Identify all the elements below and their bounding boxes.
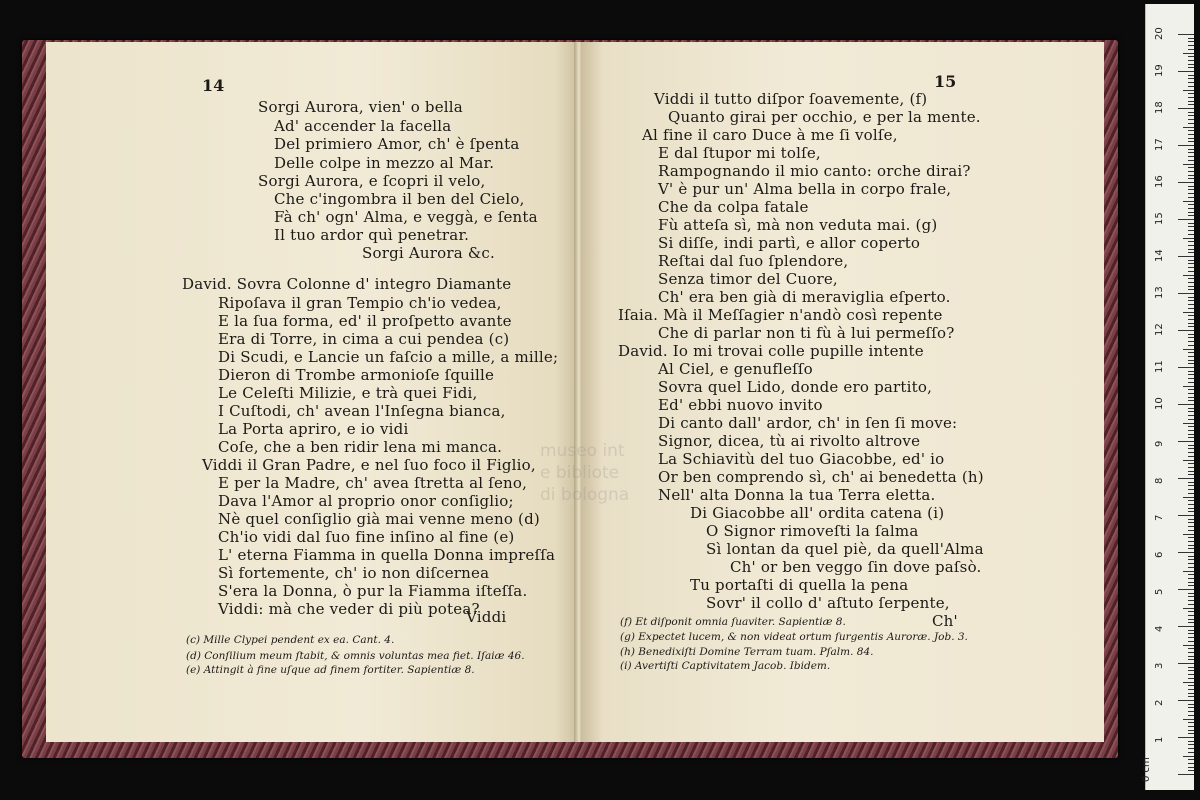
verse-line: David. Sovra Colonne d' integro Diamante	[182, 275, 512, 293]
ruler-tick	[1188, 374, 1194, 375]
ruler-tick	[1188, 670, 1194, 671]
verse-line: Dieron di Trombe armonioſe ſquille	[218, 366, 495, 384]
ruler-number: 15	[1154, 212, 1165, 225]
ruler-tick	[1188, 508, 1194, 509]
ruler-number: 5	[1154, 588, 1165, 595]
ruler-tick	[1178, 663, 1194, 664]
verse-line: Ch'	[932, 612, 958, 630]
ruler-tick	[1183, 756, 1194, 757]
verse-line: Fà ch' ogn' Alma, e veggà, e ſenta	[274, 208, 538, 226]
ruler-tick	[1188, 245, 1194, 246]
ruler-tick	[1188, 197, 1194, 198]
ruler-tick	[1188, 371, 1194, 372]
verse-line: Viddi	[466, 608, 507, 626]
ruler-tick	[1188, 82, 1194, 83]
verse-line: Viddi il Gran Padre, e nel ſuo foco il Figlio,	[202, 456, 536, 474]
ruler-tick	[1183, 534, 1194, 535]
verse-line: Senza timor del Cuore,	[658, 270, 838, 288]
ruler-tick	[1188, 260, 1194, 261]
verse-line: Ch' era ben già di meraviglia eſperto.	[658, 288, 951, 306]
ruler-tick	[1188, 204, 1194, 205]
footnote: (c) Mille Clypei pendent ex ea. Cant. 4.	[186, 634, 395, 646]
verse-line: Ch'io vidi dal ſuo fine inſino al fine (e)	[218, 528, 515, 546]
ruler-number: 13	[1154, 286, 1165, 299]
ruler-tick	[1188, 559, 1194, 560]
verse-line: Iſaia. Mà il Meſſagier n'andò così repente	[618, 306, 943, 324]
ruler-tick	[1188, 448, 1194, 449]
ruler-tick	[1188, 104, 1194, 105]
ruler-tick	[1183, 719, 1194, 720]
ruler-tick	[1188, 356, 1194, 357]
verse-line: Nè quel conſiglio già mai venne meno (d)	[218, 510, 540, 528]
ruler-tick	[1188, 234, 1194, 235]
ruler-tick	[1188, 415, 1194, 416]
ruler-tick	[1188, 300, 1194, 301]
ruler-tick	[1178, 330, 1194, 331]
ruler-tick	[1183, 386, 1194, 387]
ruler-tick	[1178, 552, 1194, 553]
ruler-tick	[1188, 522, 1194, 523]
verse-line: Sovr' il collo d' aſtuto ſerpente,	[706, 594, 950, 612]
ruler-tick	[1188, 582, 1194, 583]
verse-line: Sì lontan da quel piè, da quell'Alma	[706, 540, 984, 558]
ruler-tick	[1188, 511, 1194, 512]
ruler-tick	[1188, 93, 1194, 94]
ruler-tick	[1188, 352, 1194, 353]
ruler-tick	[1188, 389, 1194, 390]
verse-line: E la ſua forma, ed' il proſpetto avante	[218, 312, 512, 330]
ruler-tick	[1188, 541, 1194, 542]
ruler-tick	[1188, 193, 1194, 194]
verse-line: Tu portaſti di quella la pena	[690, 576, 909, 594]
ruler-tick	[1188, 563, 1194, 564]
ruler-tick	[1188, 530, 1194, 531]
ruler-tick	[1188, 715, 1194, 716]
verse-line: Reſtai dal ſuo ſplendore,	[658, 252, 849, 270]
ruler-tick	[1183, 275, 1194, 276]
ruler-tick	[1188, 430, 1194, 431]
ruler-tick	[1188, 648, 1194, 649]
ruler-tick	[1178, 293, 1194, 294]
verse-line: Rampognando il mio canto: orche dirai?	[658, 162, 971, 180]
ruler-tick	[1188, 282, 1194, 283]
verse-line: La Schiavitù del tuo Giacobbe, ed' io	[658, 450, 945, 468]
ruler-tick	[1183, 164, 1194, 165]
ruler-tick	[1188, 434, 1194, 435]
ruler-tick	[1188, 585, 1194, 586]
verse-line: Quanto girai per occhio, e per la mente.	[668, 108, 981, 126]
ruler-tick	[1188, 696, 1194, 697]
verse-line: David. Io mi trovai colle pupille intente	[618, 342, 924, 360]
ruler-tick	[1188, 319, 1194, 320]
verse-line: Al fine il caro Duce à me ſi volſe,	[642, 126, 898, 144]
verse-line: Che da colpa fatale	[658, 198, 809, 216]
ruler-tick	[1188, 304, 1194, 305]
ruler-tick	[1183, 497, 1194, 498]
ruler-tick	[1188, 189, 1194, 190]
ruler-tick	[1188, 604, 1194, 605]
ruler-tick	[1183, 460, 1194, 461]
ruler-tick	[1188, 215, 1194, 216]
verse-line: Sorgi Aurora &c.	[362, 244, 495, 262]
ruler-tick	[1178, 626, 1194, 627]
ruler-number: 6	[1154, 551, 1165, 558]
ruler-tick	[1178, 441, 1194, 442]
ruler-tick	[1188, 167, 1194, 168]
page-number: 14	[202, 76, 225, 95]
ruler-tick	[1188, 252, 1194, 253]
ruler-tick	[1188, 730, 1194, 731]
ruler-tick	[1188, 667, 1194, 668]
ruler-tick	[1188, 337, 1194, 338]
ruler-number: 7	[1154, 514, 1165, 521]
verse-line: Al Ciel, e genufleſſo	[658, 360, 813, 378]
ruler-tick	[1188, 267, 1194, 268]
ruler-tick	[1188, 641, 1194, 642]
footnote: (g) Expectet lucem, & non videat ortum ſurgentis Auroræ. Job. 3.	[620, 631, 968, 643]
ruler-tick	[1188, 119, 1194, 120]
ruler-tick	[1178, 219, 1194, 220]
left-page	[46, 42, 576, 742]
verse-line: Signor, dicea, tù ai rivolto altrove	[658, 432, 921, 450]
watermark-line: di bologna	[540, 485, 630, 505]
ruler-tick	[1188, 504, 1194, 505]
ruler-tick	[1183, 127, 1194, 128]
ruler-tick	[1188, 230, 1194, 231]
ruler-tick	[1188, 64, 1194, 65]
ruler-tick	[1188, 297, 1194, 298]
verse-line: Ad' accender la facella	[274, 117, 452, 135]
ruler-number: 3	[1154, 662, 1165, 669]
ruler-tick	[1188, 600, 1194, 601]
ruler-tick	[1188, 711, 1194, 712]
ruler-tick	[1188, 630, 1194, 631]
watermark-line: e bibliote	[540, 463, 620, 483]
verse-line: Si diſſe, indi partì, e allor coperto	[658, 234, 921, 252]
ruler-tick	[1188, 249, 1194, 250]
ruler-tick	[1188, 763, 1194, 764]
verse-line: O Signor rimoveſti la ſalma	[706, 522, 919, 540]
ruler-tick	[1188, 485, 1194, 486]
verse-line: Ripoſava il gran Tempio ch'io vedea,	[218, 294, 502, 312]
ruler-tick	[1188, 286, 1194, 287]
ruler-tick	[1188, 704, 1194, 705]
verse-line: Era di Torre, in cima a cui pendea (c)	[218, 330, 510, 348]
ruler-tick	[1188, 115, 1194, 116]
ruler-tick	[1188, 526, 1194, 527]
ruler-tick	[1188, 323, 1194, 324]
ruler-tick	[1188, 315, 1194, 316]
ruler-tick	[1188, 341, 1194, 342]
ruler-tick	[1188, 171, 1194, 172]
ruler-tick	[1188, 382, 1194, 383]
ruler-tick	[1178, 478, 1194, 479]
ruler-tick	[1178, 700, 1194, 701]
ruler-tick	[1188, 397, 1194, 398]
ruler-tick	[1188, 138, 1194, 139]
verse-line: Sorgi Aurora, e ſcopri il velo,	[258, 172, 486, 190]
ruler-tick	[1188, 67, 1194, 68]
verse-line: Che di parlar non ti fù à lui permeſſo?	[658, 324, 955, 342]
ruler-number: 11	[1154, 360, 1165, 373]
verse-line: S'era la Donna, ò pur la Fiamma iſteſſa.	[218, 582, 528, 600]
ruler-tick	[1188, 578, 1194, 579]
ruler-number: 10	[1154, 397, 1165, 410]
verse-line: E per la Madre, ch' avea ſtretta al ſeno,	[218, 474, 528, 492]
ruler-tick	[1188, 41, 1194, 42]
ruler-tick	[1188, 519, 1194, 520]
ruler-number: 2	[1154, 699, 1165, 706]
ruler-tick	[1188, 160, 1194, 161]
verse-line: Sorgi Aurora, vien' o bella	[258, 98, 463, 116]
footnote: (f) Et diſponit omnia ſuaviter. Sapientiæ 8.	[620, 616, 846, 628]
measuring-ruler	[1141, 4, 1194, 790]
ruler-tick	[1188, 411, 1194, 412]
ruler-tick	[1188, 134, 1194, 135]
ruler-tick	[1188, 78, 1194, 79]
ruler-tick	[1188, 223, 1194, 224]
ruler-tick	[1188, 363, 1194, 364]
verse-line: I Cuſtodi, ch' avean l'Inſegna bianca,	[218, 402, 506, 420]
ruler-tick	[1188, 770, 1194, 771]
ruler-tick	[1188, 678, 1194, 679]
ruler-tick	[1188, 186, 1194, 187]
ruler-tick	[1188, 467, 1194, 468]
ruler-tick	[1188, 689, 1194, 690]
page-number: 15	[934, 72, 957, 91]
verse-line: Or ben comprendo sì, ch' ai benedetta (h)	[658, 468, 984, 486]
ruler-tick	[1178, 182, 1194, 183]
ruler-number: 20	[1154, 27, 1165, 40]
verse-line: Il tuo ardor quì penetrar.	[274, 226, 470, 244]
ruler-tick	[1188, 408, 1194, 409]
footnote: (d) Conſilium meum ſtabit, & omnis voluntas mea fiet. Iſaiæ 46.	[186, 650, 525, 662]
ruler-tick	[1188, 637, 1194, 638]
ruler-tick	[1183, 90, 1194, 91]
ruler-tick	[1178, 515, 1194, 516]
ruler-tick	[1188, 208, 1194, 209]
ruler-tick	[1183, 238, 1194, 239]
ruler-tick	[1188, 741, 1194, 742]
ruler-tick	[1183, 682, 1194, 683]
ruler-tick	[1183, 423, 1194, 424]
verse-line: La Porta apriro, e io vidi	[218, 420, 409, 438]
ruler-number: 9	[1154, 440, 1165, 447]
ruler-tick	[1178, 589, 1194, 590]
ruler-tick	[1188, 674, 1194, 675]
ruler-tick	[1178, 737, 1194, 738]
ruler-tick	[1188, 123, 1194, 124]
ruler-tick	[1188, 49, 1194, 50]
ruler-tick	[1188, 271, 1194, 272]
verse-line: Nell' alta Donna la tua Terra eletta.	[658, 486, 936, 504]
ruler-tick	[1178, 774, 1194, 775]
ruler-tick	[1188, 86, 1194, 87]
ruler-tick	[1188, 178, 1194, 179]
ruler-tick	[1188, 289, 1194, 290]
ruler-tick	[1188, 471, 1194, 472]
verse-line: Le Celeſti Milizie, e trà quei Fidi,	[218, 384, 478, 402]
ruler-tick	[1188, 360, 1194, 361]
ruler-tick	[1178, 71, 1194, 72]
ruler-tick	[1188, 489, 1194, 490]
ruler-tick	[1188, 500, 1194, 501]
ruler-tick	[1188, 212, 1194, 213]
ruler-tick	[1183, 645, 1194, 646]
ruler-tick	[1188, 611, 1194, 612]
ruler-tick	[1183, 312, 1194, 313]
verse-line: Che c'ingombra il ben del Cielo,	[274, 190, 525, 208]
ruler-tick	[1188, 693, 1194, 694]
ruler-tick	[1188, 141, 1194, 142]
ruler-tick	[1188, 537, 1194, 538]
ruler-tick	[1178, 145, 1194, 146]
verse-line: Di Giacobbe all' ordita catena (i)	[690, 504, 945, 522]
ruler-tick	[1188, 556, 1194, 557]
ruler-tick	[1188, 426, 1194, 427]
ruler-tick	[1178, 404, 1194, 405]
verse-line: Viddi: mà che veder di più potea?	[218, 600, 480, 618]
ruler-tick	[1188, 241, 1194, 242]
ruler-tick	[1188, 767, 1194, 768]
ruler-tick	[1188, 445, 1194, 446]
footnote: (e) Attingit à fine uſque ad finem fortiter. Sapientiæ 8.	[186, 664, 475, 676]
ruler-tick	[1178, 34, 1194, 35]
ruler-tick	[1188, 567, 1194, 568]
ruler-tick	[1183, 349, 1194, 350]
ruler-tick	[1188, 437, 1194, 438]
ruler-tick	[1188, 685, 1194, 686]
verse-line: E dal ſtupor mi tolſe,	[658, 144, 821, 162]
ruler-tick	[1188, 263, 1194, 264]
footnote: (h) Benedixiſti Domine Terram tuam. Pſalm. 84.	[620, 646, 874, 658]
ruler-tick	[1183, 571, 1194, 572]
ruler-tick	[1188, 60, 1194, 61]
verse-line: Sì fortemente, ch' io non diſcernea	[218, 564, 490, 582]
ruler-number: 4	[1154, 625, 1165, 632]
ruler-tick	[1178, 108, 1194, 109]
ruler-number: 8	[1154, 477, 1165, 484]
ruler-tick	[1188, 493, 1194, 494]
ruler-tick	[1188, 175, 1194, 176]
ruler-tick	[1188, 326, 1194, 327]
ruler-number: 16	[1154, 175, 1165, 188]
ruler-unit-label: 0 cm	[1141, 757, 1152, 782]
ruler-tick	[1183, 53, 1194, 54]
ruler-tick	[1188, 38, 1194, 39]
verse-line: V' è pur un' Alma bella in corpo frale,	[658, 180, 952, 198]
ruler-number: 17	[1154, 138, 1165, 151]
ruler-tick	[1188, 656, 1194, 657]
ruler-tick	[1188, 759, 1194, 760]
ruler-tick	[1188, 345, 1194, 346]
ruler-number: 19	[1154, 64, 1165, 77]
ruler-tick	[1188, 334, 1194, 335]
ruler-tick	[1188, 744, 1194, 745]
verse-line: Di Scudi, e Lancie un faſcio a mille, a mille;	[218, 348, 559, 366]
ruler-tick	[1188, 574, 1194, 575]
ruler-tick	[1178, 367, 1194, 368]
ruler-tick	[1188, 130, 1194, 131]
ruler-tick	[1188, 593, 1194, 594]
ruler-tick	[1188, 548, 1194, 549]
ruler-tick	[1188, 659, 1194, 660]
verse-line: Ch' or ben veggo ſin dove paſsò.	[730, 558, 982, 576]
ruler-tick	[1188, 652, 1194, 653]
ruler-tick	[1188, 226, 1194, 227]
watermark-line: museo int	[540, 441, 625, 461]
ruler-tick	[1188, 622, 1194, 623]
verse-line: Fù atteſa sì, mà non veduta mai. (g)	[658, 216, 938, 234]
ruler-tick	[1188, 545, 1194, 546]
ruler-tick	[1188, 463, 1194, 464]
ruler-tick	[1188, 101, 1194, 102]
ruler-tick	[1188, 308, 1194, 309]
ruler-tick	[1188, 75, 1194, 76]
verse-line: Del primiero Amor, ch' è ſpenta	[274, 135, 520, 153]
verse-line: Dava l'Amor al proprio onor conſiglio;	[218, 492, 514, 510]
ruler-tick	[1188, 152, 1194, 153]
verse-line: L' eterna Fiamma in quella Donna impreſſa	[218, 546, 556, 564]
ruler-tick	[1188, 45, 1194, 46]
ruler-tick	[1188, 619, 1194, 620]
footnote: (i) Avertiſti Captivitatem Jacob. Ibidem.	[620, 660, 831, 672]
verse-line: Delle colpe in mezzo al Mar.	[274, 154, 495, 172]
ruler-tick	[1188, 112, 1194, 113]
ruler-tick	[1188, 596, 1194, 597]
ruler-tick	[1188, 393, 1194, 394]
ruler-number: 14	[1154, 249, 1165, 262]
ruler-tick	[1188, 482, 1194, 483]
ruler-number: 1	[1154, 736, 1165, 743]
ruler-number: 18	[1154, 101, 1165, 114]
ruler-tick	[1188, 722, 1194, 723]
ruler-tick	[1188, 752, 1194, 753]
ruler-tick	[1188, 707, 1194, 708]
verse-line: Di canto dall' ardor, ch' in ſen ſi move:	[658, 414, 958, 432]
verse-line: Ed' ebbi nuovo invito	[658, 396, 823, 414]
ruler-tick	[1178, 256, 1194, 257]
verse-line: Viddi il tutto diſpor ſoavemente, (f)	[654, 90, 928, 108]
ruler-tick	[1188, 378, 1194, 379]
ruler-tick	[1188, 733, 1194, 734]
verse-line: Sovra quel Lido, donde ero partito,	[658, 378, 933, 396]
ruler-tick	[1188, 278, 1194, 279]
ruler-tick	[1188, 633, 1194, 634]
ruler-tick	[1188, 726, 1194, 727]
verse-line: Coſe, che a ben ridir lena mi manca.	[218, 438, 503, 456]
ruler-tick	[1183, 608, 1194, 609]
ruler-tick	[1188, 97, 1194, 98]
ruler-tick	[1183, 201, 1194, 202]
ruler-number: 12	[1154, 323, 1165, 336]
ruler-tick	[1188, 419, 1194, 420]
ruler-tick	[1188, 615, 1194, 616]
library-watermark	[540, 440, 629, 506]
right-page	[582, 42, 1104, 742]
ruler-tick	[1188, 400, 1194, 401]
ruler-tick	[1188, 56, 1194, 57]
ruler-tick	[1188, 456, 1194, 457]
ruler-tick	[1188, 474, 1194, 475]
ruler-tick	[1188, 452, 1194, 453]
ruler-tick	[1188, 156, 1194, 157]
ruler-tick	[1188, 748, 1194, 749]
ruler-tick	[1188, 149, 1194, 150]
